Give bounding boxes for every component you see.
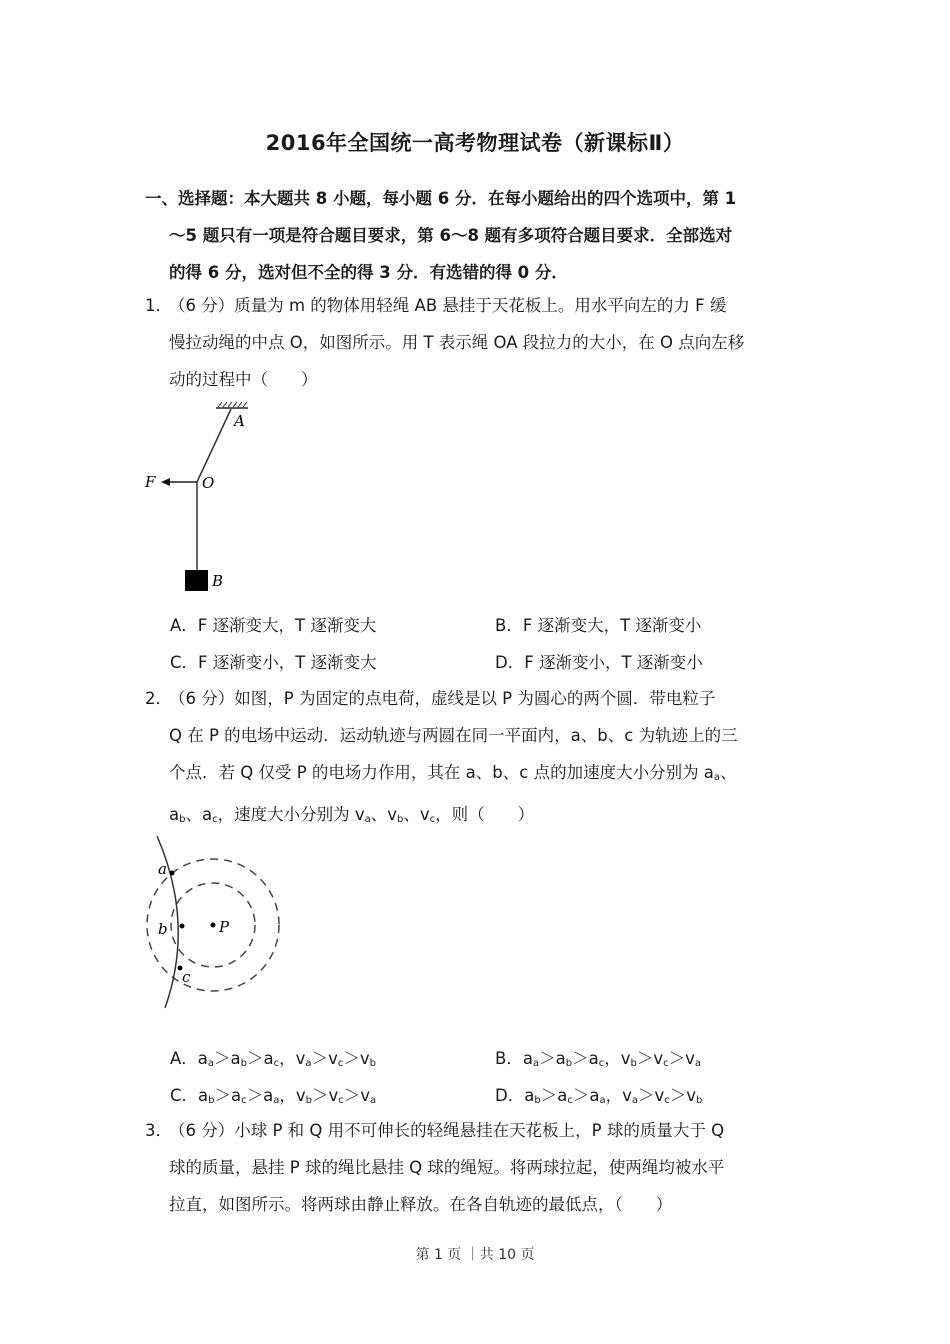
question-number: 3．: [145, 1121, 172, 1140]
option-b[interactable]: B．$a_a>a_b>a_c$，$v_b>v_c>v_a$: [495, 1049, 701, 1069]
question-text-line: 慢拉动绳的中点 O，如图所示。用 T 表示绳 OA 段拉力的大小，在 O 点向左移: [169, 333, 745, 352]
section-instructions: [145, 180, 815, 291]
option-a[interactable]: A．$a_a>a_b>a_c$，$v_a>v_c>v_b$: [170, 1049, 376, 1069]
question-text-line: （6 分）小球 P 和 Q 用不可伸长的轻绳悬挂在天花板上，P 球的质量大于 Q: [169, 1121, 725, 1140]
arrow-head-icon: [161, 478, 170, 486]
paper-title: 2016年全国统一高考物理试卷（新课标Ⅱ）: [265, 131, 685, 155]
point-a: [170, 871, 175, 876]
question-text-line: $a_b$、$a_c$，速度大小分别为 $v_a$、$v_b$、$v_c$，则（ ）: [169, 805, 535, 825]
question-number: 2．: [145, 689, 172, 708]
option-d[interactable]: D．$a_b>a_c>a_a$，$v_a>v_c>v_b$: [495, 1086, 703, 1106]
charge-p: [211, 923, 216, 928]
question-text-line: （6 分）如图，P 为固定的点电荷，虚线是以 P 为圆心的两个圆．带电粒子: [169, 689, 716, 708]
point-b: [180, 924, 185, 929]
ceiling-hatch: [216, 402, 248, 408]
option-b[interactable]: B．F 逐渐变大，T 逐渐变小: [495, 616, 702, 635]
question-number: 1．: [145, 296, 172, 315]
question-text-line: 球的质量，悬挂 P 球的绳比悬挂 Q 球的绳短。将两球拉起，使两绳均被水平: [169, 1158, 725, 1177]
option-c[interactable]: C．$a_b>a_c>a_a$，$v_b>v_c>v_a$: [170, 1086, 377, 1106]
label-c: c: [182, 968, 191, 986]
question-2: [145, 680, 815, 838]
label-a: a: [158, 860, 167, 878]
question-3: [145, 1112, 815, 1223]
question-text-line: 动的过程中（ ）: [169, 370, 318, 389]
section-line-2: ～5 题只有一项是符合题目要求，第 6～8 题有多项符合题目要求．全部选对: [169, 226, 733, 245]
rope-diagram: [140, 398, 280, 598]
label-f: F: [145, 473, 156, 491]
option-a[interactable]: A．F 逐渐变大，T 逐渐变大: [170, 616, 377, 635]
question-text-line: 拉直，如图所示。将两球由静止释放。在各自轨迹的最低点，（ ）: [169, 1195, 673, 1214]
page-footer: 第 1 页 ｜共 10 页: [415, 1247, 535, 1263]
mass-block: [185, 570, 208, 591]
label-a: A: [234, 412, 245, 430]
section-line-3: 的得 6 分，选对但不全的得 3 分．有选错的得 0 分．: [169, 263, 568, 282]
rope-oa: [197, 409, 231, 482]
question-text-line: 个点．若 Q 仅受 P 的电场力作用，其在 a、b、c 点的加速度大小分别为 $a_a$、: [169, 763, 737, 783]
option-d[interactable]: D．F 逐渐变小，T 逐渐变小: [495, 653, 703, 672]
label-b: b: [158, 920, 168, 938]
label-b: B: [212, 572, 224, 590]
electric-field-diagram: [140, 828, 300, 1018]
option-c[interactable]: C．F 逐渐变小，T 逐渐变大: [170, 653, 377, 672]
label-p: P: [219, 918, 230, 936]
section-line-1: 一、选择题：本大题共 8 小题，每小题 6 分．在每小题给出的四个选项中，第 1: [145, 189, 737, 208]
question-1: [145, 287, 815, 398]
question-text-line: （6 分）质量为 m 的物体用轻绳 AB 悬挂于天花板上。用水平向左的力 F 缓: [169, 296, 727, 315]
label-o: O: [202, 474, 215, 492]
question-text-line: Q 在 P 的电场中运动．运动轨迹与两圆在同一平面内，a、b、c 为轨迹上的三: [169, 726, 738, 745]
